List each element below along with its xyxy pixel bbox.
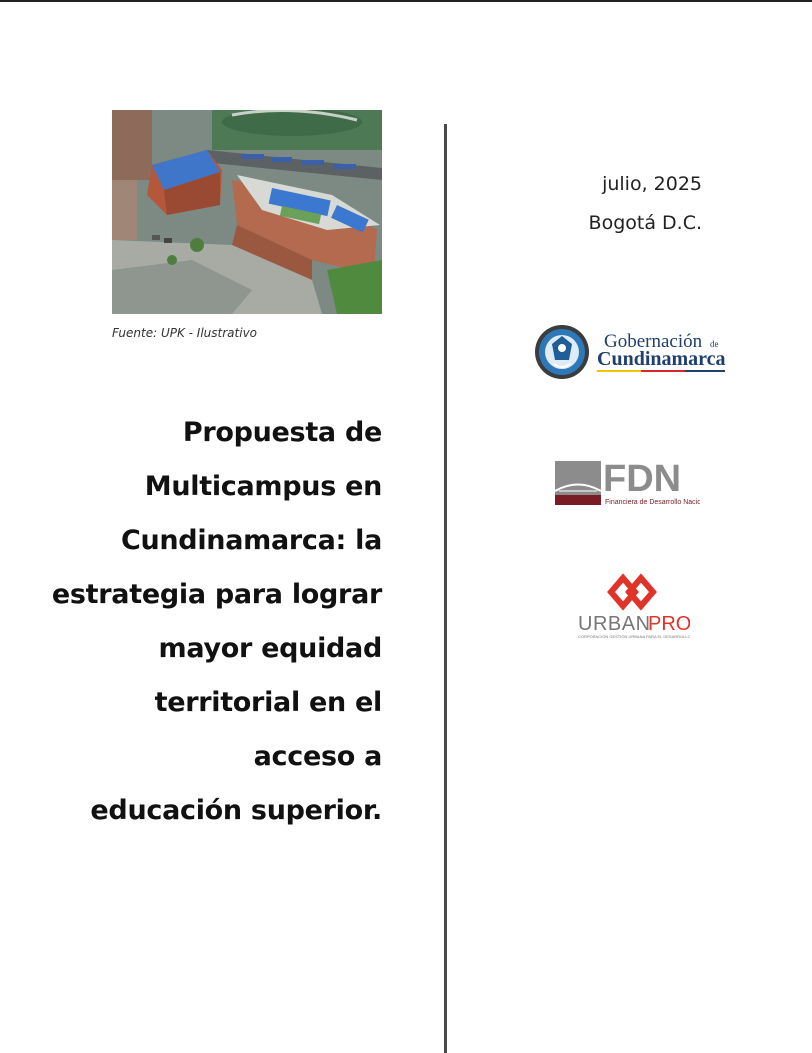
fdn-logo (555, 458, 700, 508)
document-place: Bogotá D.C. (588, 212, 702, 234)
fdn-subtitle: Financiera de Desarrollo Nacional (605, 499, 700, 506)
vertical-divider (444, 124, 447, 1053)
title-line: educación superior. (90, 795, 382, 826)
top-border-line (0, 0, 812, 2)
title-line: Cundinamarca: la (120, 525, 382, 556)
gobernacion-text: Gobernación (604, 331, 703, 352)
aerial-campus-image (112, 110, 382, 314)
title-line: territorial en el (154, 687, 382, 718)
de-text: de (710, 339, 719, 349)
urbanpro-logo (575, 572, 690, 642)
urbanpro-subtitle: CORPORACIÓN GESTIÓN URBANA PARA EL DESARROLLO (578, 634, 690, 639)
urbanpro-name-urban: URBAN (578, 613, 651, 635)
document-title (42, 406, 382, 838)
cover-photo (112, 110, 382, 314)
fdn-letters: FDN (603, 458, 682, 500)
title-line: acceso a (253, 741, 382, 772)
urbanpro-name-pro: PRO (648, 613, 690, 635)
title-line: Multicampus en (144, 471, 382, 502)
title-line: Propuesta de (182, 417, 382, 448)
title-line: mayor equidad (158, 633, 382, 664)
document-date: julio, 2025 (602, 173, 702, 195)
title-line: estrategia para lograr (51, 579, 382, 610)
gobernacion-cundinamarca-logo (534, 322, 734, 382)
cundinamarca-text: Cundinamarca (597, 348, 726, 370)
photo-caption: Fuente: UPK - Ilustrativo (112, 326, 258, 340)
